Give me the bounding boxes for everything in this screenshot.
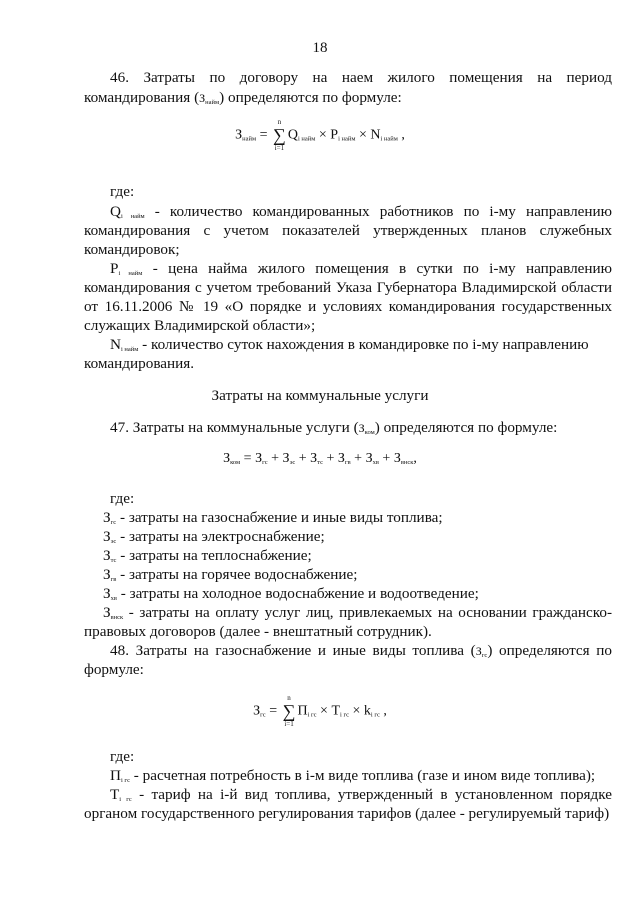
where-label-3: где: xyxy=(110,748,135,765)
def-t-line-1: $T_{i гс}$ - тариф на i-й вид топлива, утвержденный в установленном порядке xyxy=(110,786,612,803)
def-p-line-3: от 16.11.2006 № 19 «О порядке и условиях командирования государственных xyxy=(84,298,612,315)
where-label-2: где: xyxy=(110,490,135,507)
def-ts: $З_{тс}$ - затраты на теплоснабжение; xyxy=(103,547,312,564)
para-46-line-1: 46. Затраты по договору на наем жилого помещения на период xyxy=(110,69,612,86)
def-hv: $З_{хв}$ - затраты на холодное водоснабжение и водоотведение; xyxy=(103,585,479,602)
para-48-line-2: формуле: xyxy=(84,661,144,678)
sum-symbol: n ∑ i=1 xyxy=(282,694,296,728)
formula-kom: $З_{ком} = З_{гс} + З_{эс} + З_{тс} + З_{гв} + З_{хв} + З_{внск}$, xyxy=(223,451,417,466)
def-gs: $З_{гс}$ - затраты на газоснабжение и иные виды топлива; xyxy=(103,509,443,526)
def-p-line-1: $P_{i найм}$ - цена найма жилого помещения в сутки по i-му направлению xyxy=(110,260,612,277)
where-label-1: где: xyxy=(110,183,135,200)
sum-symbol: n ∑ i=1 xyxy=(273,118,286,152)
para-46-line-2: командирования $(З_{найм})$ определяются по формуле: xyxy=(84,89,402,106)
formula-najm: $З_{найм}$ = n ∑ i=1 $Q_{i найм} \times P_{i найм} \times N_{i найм}$ , xyxy=(235,118,405,152)
def-gv: $З_{гв}$ - затраты на горячее водоснабжение; xyxy=(103,566,358,583)
def-p-line-2: командирования с учетом требований Указа Губернатора Владимирской области xyxy=(84,279,612,296)
para-47-line-1: 47. Затраты на коммунальные услуги $(З_{ком})$ определяются по формуле: xyxy=(110,419,558,436)
def-pi: $П_{i гс}$ - расчетная потребность в i-м виде топлива (газе и ином виде топлива); xyxy=(110,767,596,784)
def-vnsk-line-2: правовых договоров (далее - внештатный сотрудник). xyxy=(84,623,432,640)
def-q-line-3: командировок; xyxy=(84,241,180,258)
def-vnsk-line-1: $З_{внск}$ - затраты на оплату услуг лиц, привлекаемых на основании гражданско- xyxy=(103,604,612,621)
def-n-line-2: командирования. xyxy=(84,355,195,372)
section-heading: Затраты на коммунальные услуги xyxy=(211,387,429,404)
def-p-line-4: служащих Владимирской области»; xyxy=(84,317,316,334)
def-q-line-1: $Q_{i найм}$ - количество командированных работников по i-му направлению xyxy=(110,203,612,220)
def-es: $З_{эс}$ - затраты на электроснабжение; xyxy=(103,528,325,545)
para-48-line-1: 48. Затраты на газоснабжение и иные виды топлива $(З_{гс})$ определяются по xyxy=(110,642,612,659)
def-n-line-1: $N_{i найм}$ - количество суток нахождения в командировке по i-му направлению xyxy=(110,336,589,353)
def-t-line-2: органом государственного регулирования тарифов (далее - регулируемый тариф) xyxy=(84,805,610,822)
formula-gs: $З_{гс}$ = n ∑ i=1 $П_{i гс} \times T_{i гс} \times k_{i гс}$ , xyxy=(253,694,387,728)
def-q-line-2: командирования с учетом показателей утвержденных планов служебных xyxy=(84,222,612,239)
page-number: 18 xyxy=(312,40,328,56)
